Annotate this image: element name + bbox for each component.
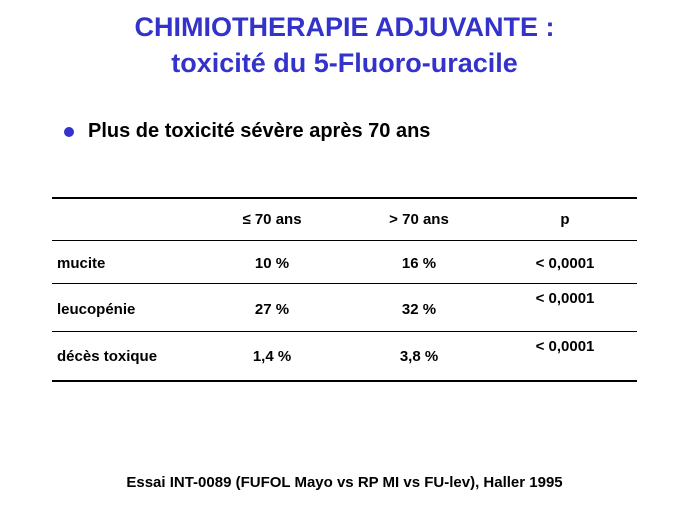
footnote-reference: Essai INT-0089 (FUFOL Mayo vs RP MI vs FU-lev), Haller 1995 bbox=[126, 474, 563, 491]
table-cell: < 0,0001 bbox=[535, 290, 595, 307]
slide-title-line-2: toxicité du 5-Fluoro-uracile bbox=[171, 48, 518, 78]
bullet-point bbox=[64, 120, 430, 143]
table-cell: 3,8 % bbox=[399, 348, 439, 365]
table-header-row bbox=[52, 199, 637, 240]
table-row bbox=[52, 331, 637, 380]
table-cell: 10 % bbox=[254, 255, 290, 272]
table-cell: < 0,0001 bbox=[535, 255, 595, 272]
table-cell: 16 % bbox=[401, 255, 437, 272]
table-row bbox=[52, 283, 637, 331]
slide-title-line-1: CHIMIOTHERAPIE ADJUVANTE : bbox=[134, 12, 555, 42]
toxicity-table bbox=[52, 197, 637, 382]
table-cell: 32 % bbox=[401, 301, 437, 318]
table-row bbox=[52, 240, 637, 283]
table-cell: 27 % bbox=[254, 301, 290, 318]
table-header-cell: ≤ 70 ans bbox=[242, 211, 302, 228]
bullet-text: Plus de toxicité sévère après 70 ans bbox=[88, 120, 431, 142]
table-header-cell: > 70 ans bbox=[389, 211, 449, 228]
table-cell: leucopénie bbox=[57, 301, 136, 318]
table-cell: < 0,0001 bbox=[535, 338, 595, 355]
table-cell: 1,4 % bbox=[252, 348, 292, 365]
table-header-cell: p bbox=[560, 211, 570, 228]
table-cell: mucite bbox=[57, 255, 106, 272]
bullet-dot-icon bbox=[64, 127, 74, 137]
table-cell: décès toxique bbox=[57, 348, 158, 365]
